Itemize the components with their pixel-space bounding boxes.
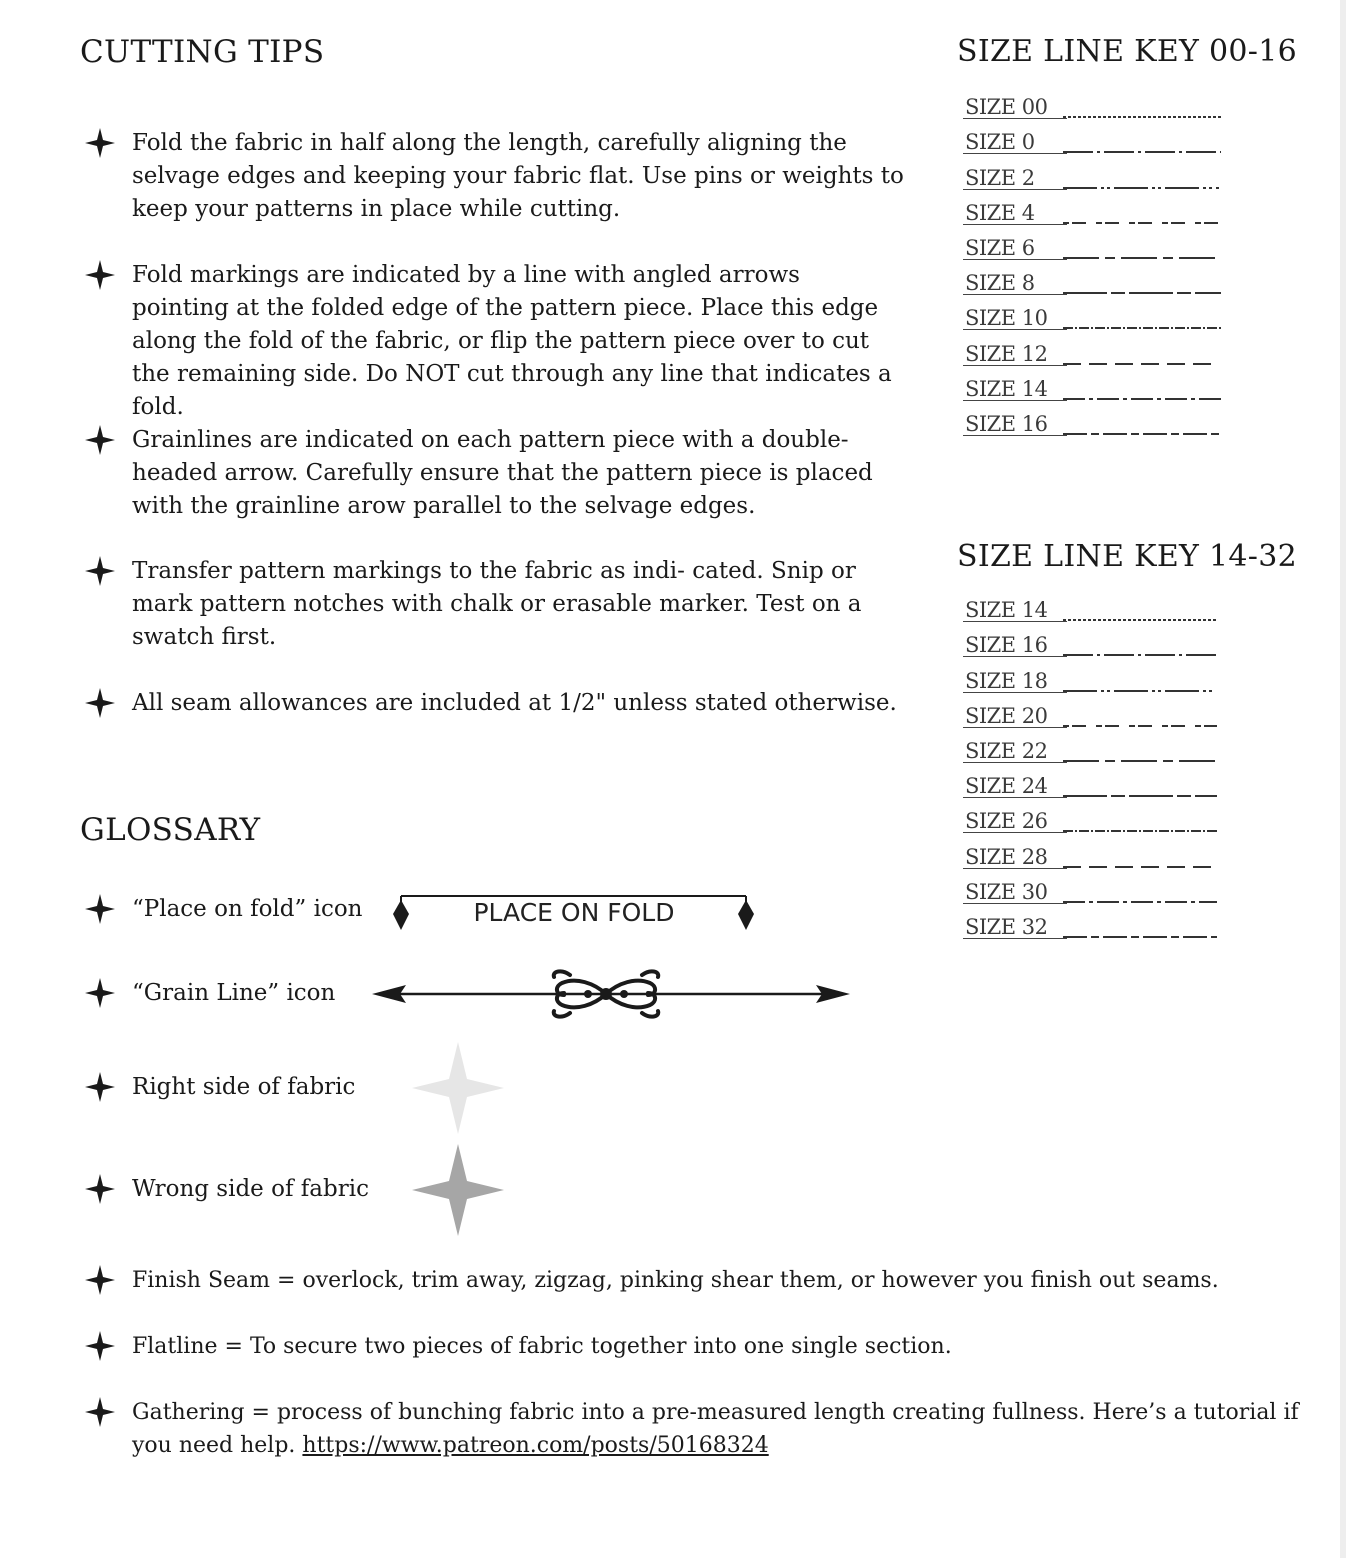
size-key-title: SIZE LINE KEY 14-32 (957, 539, 1297, 574)
size-label: SIZE 2 (965, 165, 1035, 190)
size-key-row (963, 368, 1263, 403)
four-point-star-icon (84, 1396, 116, 1428)
size-label: SIZE 4 (965, 200, 1035, 225)
right-side-fabric-icon (412, 1042, 504, 1134)
size-label: SIZE 26 (965, 809, 1048, 834)
size-key-row (963, 86, 1263, 121)
size-line-key (963, 589, 1263, 941)
glossary-definition: Flatline = To secure two pieces of fabric together into one single section. (132, 1334, 952, 1359)
four-point-star-icon (84, 687, 116, 719)
size-key-row (963, 835, 1263, 870)
wrong-side-fabric-icon (412, 1144, 504, 1236)
size-key-row (963, 192, 1263, 227)
page-edge (1340, 0, 1346, 1558)
size-key-row (963, 403, 1263, 438)
grain-line-icon (370, 963, 852, 1025)
glossary-label: Wrong side of fabric (132, 1176, 369, 1202)
cutting-tip-text: Fold markings are indicated by a line with angled arrows pointing at the folded edge of the pattern piece. Place this edge along the fold of the fabric, or flip the pattern piece over to cut the remaining side. Do NOT cut through any line that indicates a fold. (132, 262, 892, 420)
size-line-sample (1063, 688, 1223, 694)
glossary-item (84, 1173, 369, 1206)
size-line-sample (1063, 185, 1223, 191)
size-label: SIZE 10 (965, 306, 1048, 331)
four-point-star-icon (84, 1264, 116, 1296)
size-line-sample (1063, 149, 1223, 155)
glossary-definition (132, 1396, 1304, 1462)
size-line-sample (1063, 758, 1223, 764)
four-point-star-icon (84, 555, 116, 587)
cutting-tips-title: CUTTING TIPS (80, 34, 325, 70)
size-key-row (963, 765, 1263, 800)
cutting-tip (84, 424, 904, 523)
size-line-sample (1063, 325, 1223, 331)
size-key-row (963, 695, 1263, 730)
size-key-row (963, 156, 1263, 191)
size-key-title: SIZE LINE KEY 00-16 (957, 34, 1297, 69)
size-label: SIZE 28 (965, 844, 1048, 869)
cutting-tip (84, 259, 904, 424)
size-label: SIZE 00 (965, 95, 1048, 120)
place-on-fold-text: PLACE ON FOLD (473, 898, 675, 927)
four-point-star-icon (84, 424, 116, 456)
cutting-tip (84, 555, 904, 654)
size-line-sample (1063, 396, 1223, 402)
size-key-row (963, 624, 1263, 659)
cutting-tip-text: Grainlines are indicated on each pattern piece with a double-headed arrow. Carefully ensure that the pattern piece is placed with the grainline arow parallel to the selvage edges. (132, 427, 873, 519)
four-point-star-icon (84, 977, 116, 1009)
size-label: SIZE 14 (965, 376, 1048, 401)
size-line-sample (1063, 723, 1223, 729)
four-point-star-icon (84, 259, 116, 291)
size-line-sample (1063, 828, 1223, 834)
size-key-row (963, 659, 1263, 694)
cutting-tip (84, 127, 904, 226)
glossary-item (84, 1264, 1304, 1297)
size-line-sample (1063, 864, 1223, 870)
size-label: SIZE 30 (965, 879, 1048, 904)
gathering-text: Gathering = process of bunching fabric into a pre-measured length creating fullness. Here’s a tutorial if you need help. (132, 1400, 1299, 1458)
size-label: SIZE 0 (965, 130, 1035, 155)
size-line-sample (1063, 255, 1223, 261)
cutting-tip-text: Transfer pattern markings to the fabric as indi- cated. Snip or mark pattern notches with chalk or erasable marker. Test on a swatch first. (132, 558, 862, 650)
glossary-title: GLOSSARY (80, 812, 261, 848)
cutting-tip-text: All seam allowances are included at 1/2" unless stated otherwise. (132, 690, 897, 716)
size-label: SIZE 18 (965, 668, 1048, 693)
size-label: SIZE 20 (965, 703, 1048, 728)
four-point-star-icon (84, 1330, 116, 1362)
glossary-label: “Place on fold” icon (132, 896, 363, 922)
size-label: SIZE 24 (965, 774, 1048, 799)
glossary-item (84, 1330, 1304, 1363)
size-line-sample (1063, 114, 1223, 120)
size-key-row (963, 227, 1263, 262)
size-line-sample (1063, 220, 1223, 226)
size-line-sample (1063, 652, 1223, 658)
size-label: SIZE 32 (965, 914, 1048, 939)
size-line-sample (1063, 899, 1223, 905)
four-point-star-icon (84, 1173, 116, 1205)
size-line-sample (1063, 431, 1223, 437)
cutting-tip-text: Fold the fabric in half along the length, carefully aligning the selvage edges and keeping your fabric flat. Use pins or weights to keep your patterns in place while cutting. (132, 130, 904, 222)
glossary-item (84, 1396, 1304, 1462)
place-on-fold-icon (388, 886, 760, 936)
glossary-item (84, 1071, 355, 1104)
four-point-star-icon (84, 1071, 116, 1103)
size-line-sample (1063, 361, 1223, 367)
size-label: SIZE 12 (965, 341, 1048, 366)
size-label: SIZE 6 (965, 235, 1035, 260)
cutting-tip (84, 687, 904, 720)
size-line-sample (1063, 290, 1223, 296)
size-label: SIZE 16 (965, 633, 1048, 658)
size-key-row (963, 262, 1263, 297)
size-key-row (963, 332, 1263, 367)
size-line-sample (1063, 934, 1223, 940)
size-label: SIZE 14 (965, 598, 1048, 623)
size-key-row (963, 800, 1263, 835)
glossary-label: “Grain Line” icon (132, 980, 336, 1006)
size-key-row (963, 297, 1263, 332)
size-line-key (963, 86, 1263, 438)
glossary-label: Right side of fabric (132, 1074, 356, 1100)
size-key-row (963, 906, 1263, 941)
size-label: SIZE 8 (965, 271, 1035, 296)
glossary-item (84, 893, 362, 926)
size-label: SIZE 16 (965, 411, 1048, 436)
size-label: SIZE 22 (965, 738, 1048, 763)
glossary-item (84, 977, 335, 1010)
size-key-row (963, 730, 1263, 765)
four-point-star-icon (84, 127, 116, 159)
size-key-row (963, 589, 1263, 624)
size-key-row (963, 871, 1263, 906)
size-line-sample (1063, 617, 1223, 623)
tutorial-link[interactable]: https://www.patreon.com/posts/50168324 (302, 1433, 769, 1458)
size-line-sample (1063, 793, 1223, 799)
size-key-row (963, 121, 1263, 156)
four-point-star-icon (84, 893, 116, 925)
glossary-definition: Finish Seam = overlock, trim away, zigzag, pinking shear them, or however you finish out seams. (132, 1268, 1219, 1293)
